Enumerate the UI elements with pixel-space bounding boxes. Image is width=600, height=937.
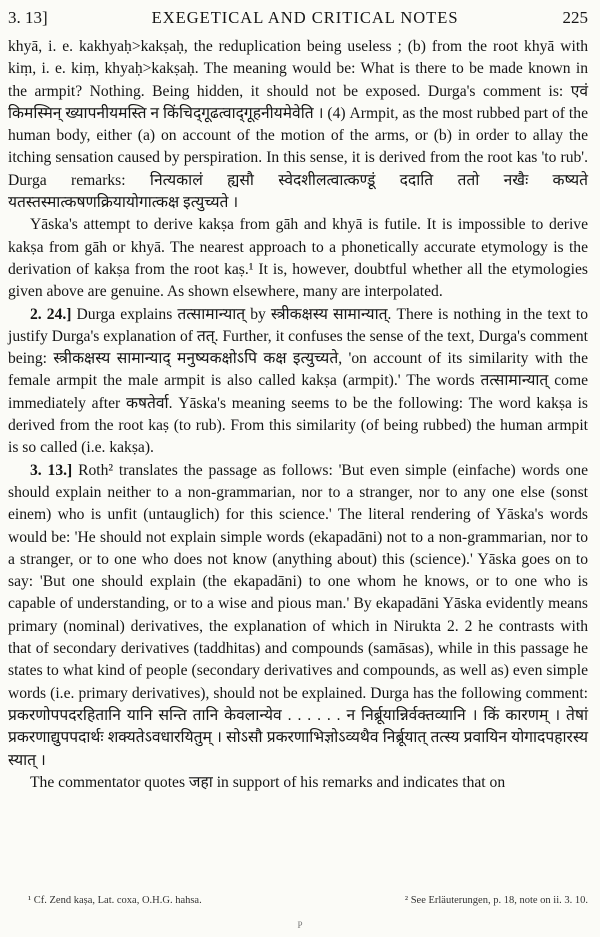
footnotes: [28, 895, 588, 906]
paragraph-text: Durga explains तत्सामान्यात् by स्त्रीकक्षस्य सामान्यात्. There is nothing in the text to justify Durga's explanation of तत्. Further, it confuses the sense of the text, Durga's comment being: स्त्रीकक्षस्य सामान्याद् मनुष्यकक्षोऽपि कक्ष इत्युच्यते, 'on account of its similarity with the female armpit the male armpit is also called kakṣa (armpit).' The words तत्सामान्यात् come immediately after कषतेर्वा. Yāska's meaning seems to be the following: The word kakṣa is derived from the root kaṣ (to rub). From this similarity (of being rubbed) the human armpit is so called (i.e. kakṣa).: [8, 305, 588, 457]
paragraph-yaska-attempt: [8, 214, 588, 303]
paragraph-text: Yāska's attempt to derive kakṣa from gāh and khyā is futile. It is impossible to derive kakṣa from gāh or khyā. The nearest approach to a phonetically accurate etymology is the derivation of kakṣa from the root kaṣ.¹ It is, however, doubtful whether all the etymologies given above are genuine. As shown elsewhere, many are interpolated.: [8, 216, 588, 301]
section-reference: 3. 13]: [8, 8, 48, 27]
printer-folio-mark: P: [297, 920, 303, 930]
page-number: 225: [562, 8, 588, 27]
footnote-2: ² See Erläuterungen, p. 18, note on ii. 3. 10.: [404, 895, 588, 906]
running-title: EXEGETICAL AND CRITICAL NOTES: [151, 8, 459, 27]
paragraph-text: khyā, i. e. kakhyaḥ>kakṣaḥ, the reduplication being useless ; (b) from the root khyā with kiṃ, i. e. kiṃ, khyaḥ>kakṣaḥ. The meaning would be: What is there to be made known in the armpit? Nothing. Being hidden, it should not be exposed. Durga's comment is: एवं किमस्मिन् ख्यापनीयमस्ति न किंचिद्‌गूढत्वाद्‌गूहनीयमेवेति । (4) Armpit, as the most rubbed part of the human body, either (a) on account of the motion of the arms, or (b) in order to allay the itching sensation caused by perspiration. In this sense, it is derived from the root kas 'to rub'. Durga remarks: नित्यकालं ह्यसौ स्वेदशीलत्वात्कण्डूं ददाति ततो नखैः कष्यते यतस्तस्मात्कषणक्रियायोगात्कक्ष इत्युच्यते ।: [8, 38, 588, 212]
paragraph-text: The commentator quotes जहा in support of his remarks and indicates that on: [30, 773, 506, 791]
paragraph-khya-etymology: [8, 36, 588, 214]
paragraph-commentator: [8, 772, 588, 794]
section-lead: 3. 13.]: [30, 461, 73, 479]
section-lead: 2. 24.]: [30, 305, 72, 323]
note-2-24: [8, 304, 588, 460]
page-header: [8, 0, 588, 36]
paragraph-text: Roth² translates the passage as follows: 'But even simple (einfache) words one should explain neither to a non-grammarian, nor to a stranger, nor to any one else (sonst einem) who is unfit (untauglich) for this science.' The literal rendering of Yāska's words would be: 'He should not explain simple words (ekapadāni) not to a non-grammarian, nor to a stranger, or to one who does not know (anything about) this (science).' Yāska goes on to say: 'But one should explain (the ekapadāni) to one whom he knows, or to one who is capable of understanding, or to a wise and pious man.' By ekapadāni Yāska evidently means primary (nominal) derivatives, the explanation of which in Nirukta 2. 2 he contrasts with that of secondary derivatives (taddhitas) and compounds (samāsas), while in this passage he states to what kind of people (secondary derivatives and compounds, as well as) even simple words (i.e. primary derivatives), should not be explained. Durga has the following comment: प्रकरणोपपदरहितानि यानि सन्ति तानि केवलान्येव . . . . . . न निर्ब्रूयान्निर्वक्तव्यानि । किं कारणम् । तेषां प्रकरणाद्युपपदार्थः शक्यतेऽवधारयितुम् । सोऽसौ प्रकरणाभिज्ञोऽव्यथैव निर्ब्रूयात् तत्स्य प्रवायिन योगादपहारस्य स्यात् ।: [8, 461, 588, 769]
notes-body: [8, 36, 588, 794]
footnote-1: ¹ Cf. Zend kaṣa, Lat. coxa, O.H.G. hahsa.: [28, 895, 202, 906]
note-3-13: [8, 460, 588, 772]
